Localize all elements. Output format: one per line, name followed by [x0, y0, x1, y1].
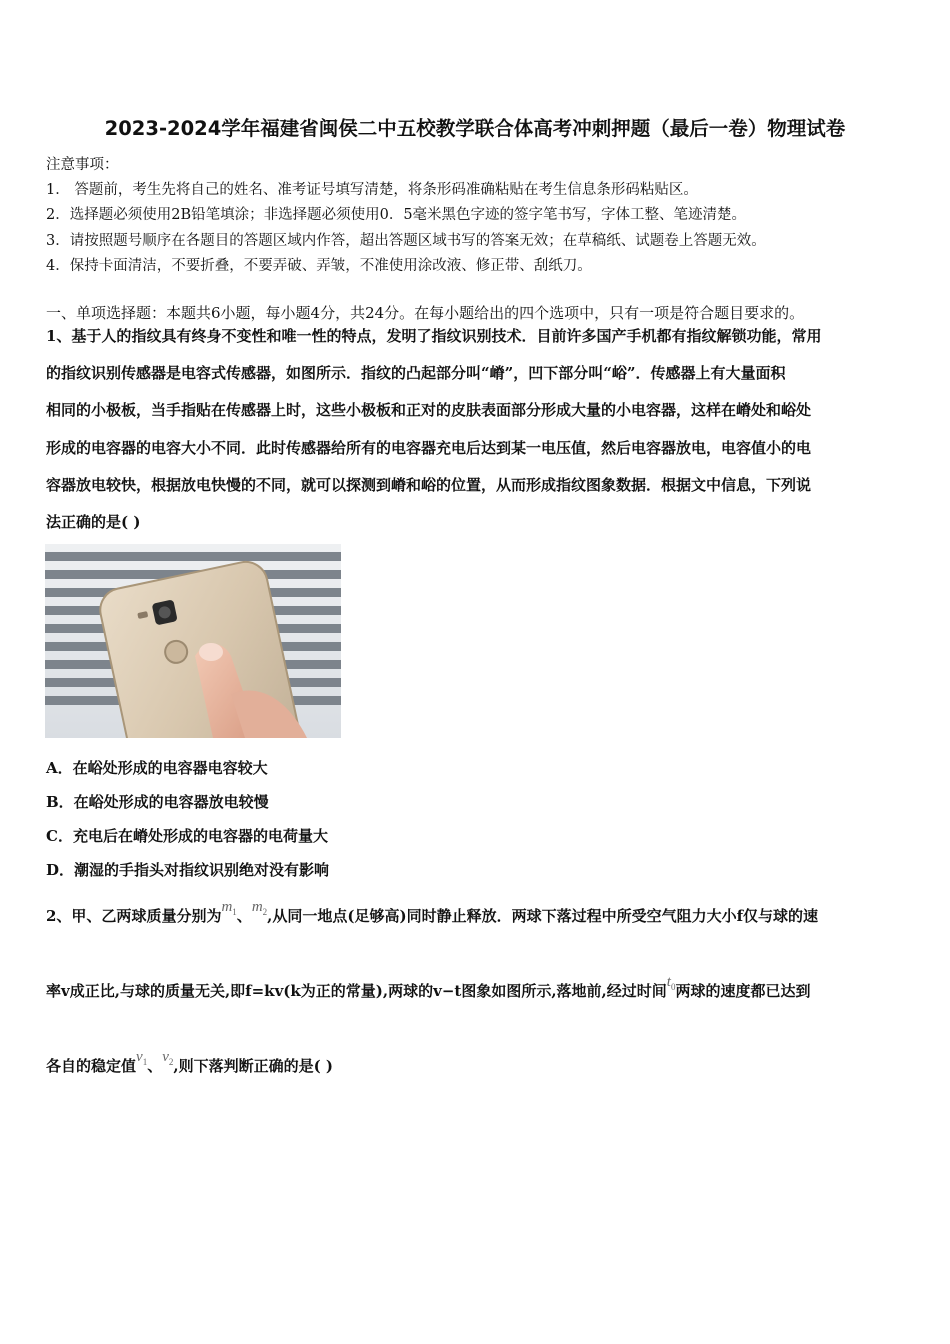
symbol-t0	[667, 974, 676, 990]
q2-text: 各自的稳定值	[46, 1057, 137, 1075]
q2-text: 两球的速度都已达到	[675, 982, 811, 1000]
symbol-v1	[136, 1049, 147, 1065]
q2-text: 率v成正比,与球的质量无关,即f=kv(k为正的常量),两球的v−t图象如图所示,落地前,经过时间	[46, 982, 667, 1000]
question-2-line-1	[46, 899, 819, 927]
q2-text: ,则下落判断正确的是( )	[173, 1057, 334, 1075]
symbol-v2-letter: v	[162, 1049, 169, 1065]
symbol-v1-sub: 1	[142, 1057, 148, 1067]
symbol-m2	[252, 899, 267, 915]
option-a: A．在峪处形成的电容器电容较大	[46, 759, 268, 777]
question-1-line: 形成的电容器的电容大小不同．此时传感器给所有的电容器充电后达到某一电压值，然后电容器放电，电容值小的电	[46, 438, 812, 457]
question-1-line: 的指纹识别传感器是电容式传感器，如图所示．指纹的凸起部分叫“嵴”，凹下部分叫“峪”．传感器上有大量面积	[46, 364, 786, 383]
symbol-m1-letter: m	[221, 899, 233, 915]
question-1-line: 容器放电较快，根据放电快慢的不同，就可以探测到嵴和峪的位置，从而形成指纹图象数据．根据文中信息，下列说	[46, 475, 812, 494]
notice-item: 1． 答题前，考生先将自己的姓名、准考证号填写清楚，将条形码准确粘贴在考生信息条形码粘贴区。	[46, 182, 698, 198]
fingerprint-phone-photo	[45, 544, 341, 738]
q2-text: 、	[147, 1057, 163, 1075]
option-b: B．在峪处形成的电容器放电较慢	[46, 793, 269, 811]
symbol-m2-letter: m	[251, 899, 263, 915]
question-1-line: 相同的小极板，当手指贴在传感器上时，这些小极板和正对的皮肤表面部分形成大量的小电容器，这样在嵴处和峪处	[46, 401, 812, 420]
symbol-v2	[162, 1049, 173, 1065]
question-1-line: 法正确的是( )	[46, 513, 141, 532]
notice-item: 3．请按照题号顺序在各题目的答题区域内作答，超出答题区域书写的答案无效；在草稿纸、试题卷上答题无效。	[46, 233, 766, 249]
q2-text: 、	[236, 907, 252, 925]
symbol-v2-sub: 2	[168, 1057, 174, 1067]
question-2-line-2	[46, 974, 811, 1002]
notice-item: 4．保持卡面清洁，不要折叠，不要弄破、弄皱，不准使用涂改液、修正带、刮纸刀。	[46, 258, 592, 274]
symbol-m2-sub: 2	[262, 907, 268, 917]
symbol-m1	[221, 899, 236, 915]
notice-heading: 注意事项：	[46, 157, 119, 173]
symbol-m1-sub: 1	[232, 907, 237, 917]
question-1-line: 1、基于人的指纹具有终身不变性和唯一性的特点，发明了指纹识别技术．目前许多国产手机都有指纹解锁功能，常用	[46, 327, 822, 345]
option-d: D．潮湿的手指头对指纹识别绝对没有影响	[46, 861, 330, 879]
exam-title: 2023-2024学年福建省闽侯二中五校教学联合体高考冲刺押题（最后一卷）物理试卷	[104, 117, 846, 140]
q2-text: 2、甲、乙两球质量分别为	[46, 907, 222, 925]
notice-item: 2．选择题必须使用2B铅笔填涂；非选择题必须使用0．5毫米黑色字迹的签字笔书写，字体工整、笔迹清楚。	[46, 207, 747, 223]
section-heading: 一、单项选择题：本题共6小题，每小题4分，共24分。在每小题给出的四个选项中，只有一项是符合题目要求的。	[46, 304, 805, 322]
symbol-t0-sub: 0	[670, 982, 676, 992]
question-1-stem	[46, 318, 906, 541]
symbol-t0-letter: t	[666, 974, 671, 990]
option-c: C．充电后在嵴处形成的电容器的电荷量大	[46, 827, 328, 845]
symbol-v1-letter: v	[136, 1049, 143, 1065]
q2-text: ,从同一地点(足够高)同时静止释放．两球下落过程中所受空气阻力大小f仅与球的速	[267, 907, 819, 925]
question-2-line-3	[46, 1049, 334, 1077]
